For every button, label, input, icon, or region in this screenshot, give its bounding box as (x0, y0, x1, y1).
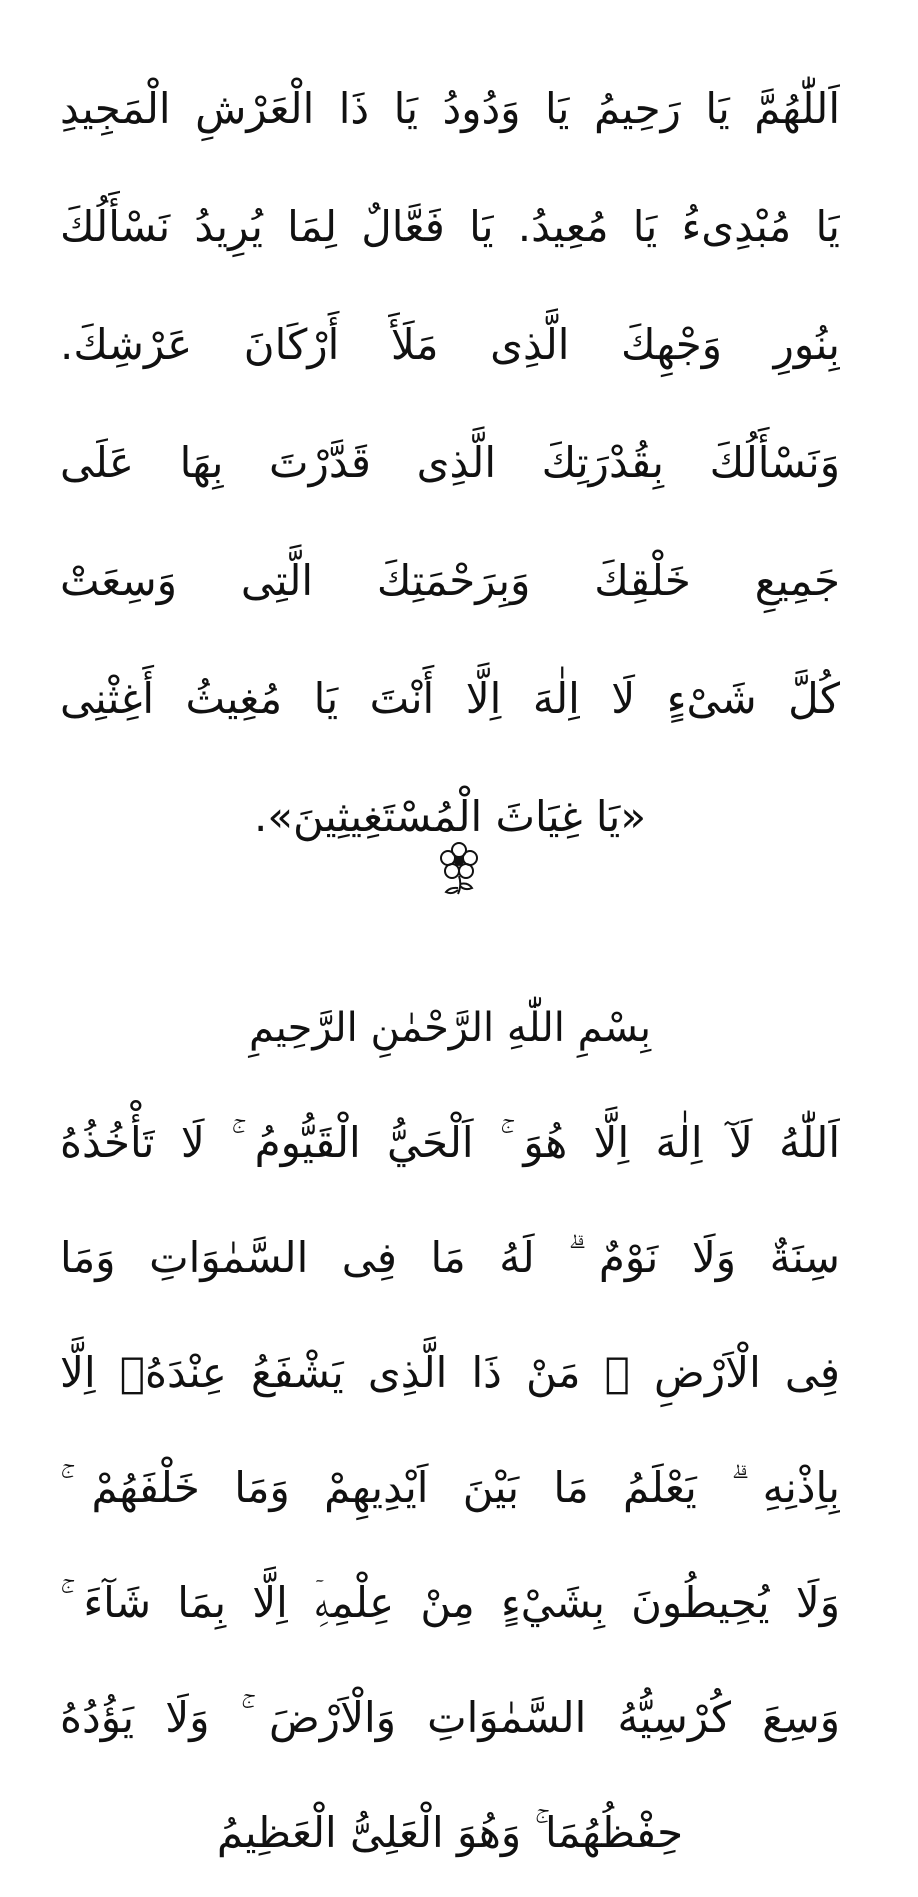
dua-line: يَا مُبْدِىءُ يَا مُعِيدُ. يَا فَعَّالٌ لِمَا يُرِيدُ نَسْأَلُكَ (60, 202, 840, 251)
dua-text (60, 50, 840, 876)
verse-line: سِنَةٌ وَلَا نَوْمٌ ۗ لَهُ مَا فِى السَّمٰوَاتِ وَمَا (60, 1233, 840, 1282)
verse-line-final: حِفْظُهُمَا ۚ وَهُوَ الْعَلِىُّ الْعَظِيمُ (216, 1808, 684, 1857)
dua-line-final: «يَا غِيَاثَ الْمُسْتَغِيثِينَ». (253, 792, 647, 841)
verse-line: وَلَا يُحِيطُونَ بِشَيْءٍ مِنْ عِلْمِهِۤ اِلَّا بِمَا شَآءَ ۚ (60, 1578, 840, 1627)
dua-line: اَللّٰهُمَّ يَا رَحِيمُ يَا وَدُودُ يَا ذَا الْعَرْشِ الْمَجِيدِ (60, 84, 840, 133)
verse-line: فِى الْاَرْضِ ۗ مَنْ ذَا الَّذِى يَشْفَعُ عِنْدَهُۤ اِلَّا (60, 1348, 840, 1397)
verse-line: وَسِعَ كُرْسِيُّهُ السَّمٰوَاتِ وَالْاَرْضَ ۚ وَلَا يَؤُدُهُ (60, 1693, 840, 1742)
verse-line: بِاِذْنِهِ ۗ يَعْلَمُ مَا بَيْنَ اَيْدِيهِمْ وَمَا خَلْفَهُمْ ۚ (60, 1463, 840, 1512)
dua-line: بِنُورِ وَجْهِكَ الَّذِى مَلَأَ أَرْكَانَ عَرْشِكَ. (60, 320, 840, 369)
dua-line: كُلَّ شَىْءٍ لَا اِلٰهَ اِلَّا أَنْتَ يَا مُغِيثُ أَغِثْنِى (60, 674, 840, 723)
verse-line: اَللّٰهُ لَآ اِلٰهَ اِلَّا هُوَ ۚ اَلْحَيُّ الْقَيُّومُ ۚ لَا تَأْخُذُهُ (60, 1118, 840, 1167)
dua-line: وَنَسْأَلُكَ بِقُدْرَتِكَ الَّذِى قَدَّرْتَ بِهَا عَلَى (60, 438, 840, 487)
flower-ornament-icon (434, 838, 484, 898)
ayat-al-kursi-text (60, 1085, 840, 1890)
basmala: بِسْمِ اللّٰهِ الرَّحْمٰنِ الرَّحِيمِ (248, 1005, 652, 1051)
dua-line: جَمِيعِ خَلْقِكَ وَبِرَحْمَتِكَ الَّتِى وَسِعَتْ (60, 556, 840, 605)
